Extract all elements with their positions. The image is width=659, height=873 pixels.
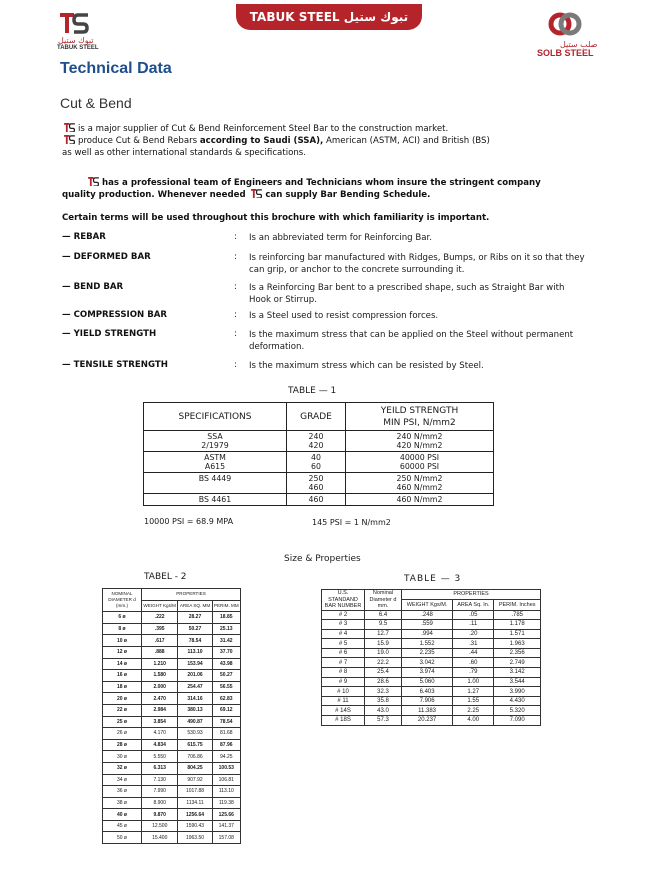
table2-cell: 3.854 (142, 716, 178, 728)
term-yield-strength: — YIELD STRENGTH (62, 329, 157, 339)
table2-header-weight: WEIGHT Kgs/M (142, 600, 178, 612)
table3-cell: # 2 (322, 610, 365, 620)
table2-cell: 1134.11 (178, 797, 212, 809)
table2-cell: 1017.88 (178, 786, 212, 798)
table1-cell: 240 N/mm2 (396, 432, 443, 441)
table2-cell: 113.10 (178, 646, 212, 658)
table2-cell: 26 ø (103, 728, 142, 740)
table3-row (322, 629, 541, 639)
table2-cell: 1590.43 (178, 820, 212, 832)
table1-header-grade: GRADE (287, 403, 346, 431)
table2-cell: 12.500 (142, 820, 178, 832)
table1-cell: 40000 PSI (399, 453, 440, 462)
table2-header-perim: PERIM. MM (212, 600, 240, 612)
table2-header-nominal: NOMINAL DIAMETER d (mm.) (103, 589, 142, 612)
table3-cell: 1.178 (494, 620, 541, 630)
table2-cell: 153.94 (178, 658, 212, 670)
table2-cell: .395 (142, 623, 178, 635)
table3-cell: 3.990 (494, 687, 541, 697)
table3-cell: 3.974 (402, 668, 453, 678)
team-paragraph (62, 177, 592, 201)
table1-cell: A615 (204, 462, 226, 471)
table3-cell: 5.320 (494, 706, 541, 716)
table1-cell: 460 N/mm2 (396, 483, 443, 492)
table2-cell: 50 ø (103, 832, 142, 844)
table3-cell: 4.00 (453, 716, 494, 726)
table3-row (322, 716, 541, 726)
table2-cell: 6.313 (142, 762, 178, 774)
intro-line-2a: produce Cut & Bend Rebars (78, 136, 200, 146)
table2-cell: 254.47 (178, 681, 212, 693)
table3-cell: # 6 (322, 648, 365, 658)
table2-cell: 45 ø (103, 820, 142, 832)
term-bend-bar: — BEND BAR (62, 282, 124, 292)
table3-row (322, 620, 541, 630)
header-banner: TABUK STEEL تبوك ستيل (236, 4, 422, 30)
table3-header-perim: PERIM. Inches (494, 600, 541, 610)
table2-cell: 5.550 (142, 751, 178, 763)
table3-cell: # 11 (322, 696, 365, 706)
table2-header-properties: PROPERTIES (142, 589, 241, 601)
solb-logo-english: SOLB STEEL (537, 48, 594, 58)
table1-header-yield-line1: YEILD STRENGTH (380, 405, 459, 416)
table1-row (144, 494, 494, 506)
table3-cell: 9.5 (365, 620, 402, 630)
table3-cell: # 14S (322, 706, 365, 716)
table2-cell: 380.13 (178, 704, 212, 716)
table2-cell: 14 ø (103, 658, 142, 670)
term-deformed-bar: — DEFORMED BAR (62, 252, 151, 262)
table3-header-properties: PROPERTIES (402, 590, 541, 600)
table1-header-yield-line2: MIN PSI, N/mm2 (383, 417, 456, 428)
table3-cell: .20 (453, 629, 494, 639)
section-title: Cut & Bend (60, 95, 132, 111)
table2-row (103, 832, 241, 844)
table3-cell: # 10 (322, 687, 365, 697)
team-line-2b: can supply Bar Bending Schedule. (265, 190, 431, 200)
table2-cell: 4.170 (142, 728, 178, 740)
table3-cell: # 8 (322, 668, 365, 678)
table2-cell: 25 ø (103, 716, 142, 728)
intro-line-2b: American (ASTM, ACI) and British (BS) (323, 136, 490, 146)
table3-cell: 12.7 (365, 629, 402, 639)
table3-cell: 1.27 (453, 687, 494, 697)
table1-cell: BS 4461 (198, 495, 232, 504)
table3-cell: 2.749 (494, 658, 541, 668)
table2-cell: 69.12 (212, 704, 240, 716)
term-compression-bar: — COMPRESSION BAR (62, 310, 168, 320)
table2-cell: 37.70 (212, 646, 240, 658)
table3-row (322, 639, 541, 649)
table3-row (322, 658, 541, 668)
table2-row (103, 716, 241, 728)
table2-row (103, 646, 241, 658)
page-title: Technical Data (60, 60, 172, 77)
table2-cell: 36 ø (103, 786, 142, 798)
table2-cell: 9.870 (142, 809, 178, 821)
ts-mark-icon (88, 177, 99, 186)
table2-caption: TABEL - 2 (144, 572, 187, 582)
table3-cell: .60 (453, 658, 494, 668)
table2-row (103, 762, 241, 774)
certain-terms-line: Certain terms will be used throughout this brochure with which familiarity is important. (62, 213, 490, 223)
table2-cell: 125.66 (212, 809, 240, 821)
table2-cell: 16 ø (103, 670, 142, 682)
table2-cell: 106.81 (212, 774, 240, 786)
team-line-1: has a professional team of Engineers and Technicians whom insure the stringent company (102, 178, 541, 188)
table2-cell: 22 ø (103, 704, 142, 716)
table3-cell: 57.3 (365, 716, 402, 726)
table1-row (144, 431, 494, 452)
table2-cell: 2.000 (142, 681, 178, 693)
table3-cell: 7.906 (402, 696, 453, 706)
table3-cell: .11 (453, 620, 494, 630)
table2-cell: 28 ø (103, 739, 142, 751)
table2-cell: 530.93 (178, 728, 212, 740)
table2-row (103, 774, 241, 786)
table3-cell: .994 (402, 629, 453, 639)
table1-cell: SSA (207, 432, 223, 441)
table3-cell: # 4 (322, 629, 365, 639)
table2-row (103, 739, 241, 751)
table2-cell: 615.75 (178, 739, 212, 751)
table2-cell: 78.54 (212, 716, 240, 728)
table3-cell: 1.00 (453, 677, 494, 687)
table2-cell: 7.990 (142, 786, 178, 798)
table3-cell: 1.963 (494, 639, 541, 649)
table3-header-weight: WEIGHT Kgs/M. (402, 600, 453, 610)
table3-row (322, 668, 541, 678)
table3-cell: 6.4 (365, 610, 402, 620)
table3-cell: 7.090 (494, 716, 541, 726)
table2-cell: 50.27 (178, 623, 212, 635)
table3-cell: 35.8 (365, 696, 402, 706)
solb-steel-logo-icon (548, 10, 582, 38)
table3-row (322, 610, 541, 620)
term-colon: : (234, 232, 237, 242)
table2-cell: 18.85 (212, 612, 240, 624)
table1-header-specifications: SPECIFICATIONS (144, 403, 287, 431)
table3-cell: .785 (494, 610, 541, 620)
term-colon: : (234, 329, 237, 339)
table2-cell: 43.98 (212, 658, 240, 670)
table3-cell: 6.403 (402, 687, 453, 697)
table2 (102, 588, 241, 844)
table1-cell: 250 N/mm2 (396, 474, 443, 483)
table3-cell: # 3 (322, 620, 365, 630)
table1-caption: TABLE — 1 (288, 386, 337, 396)
table1-header-yield (346, 403, 494, 431)
table2-cell: 38 ø (103, 797, 142, 809)
table1-note-left: 10000 PSI = 68.9 MPA (144, 517, 234, 526)
table2-row (103, 612, 241, 624)
table3-cell: .79 (453, 668, 494, 678)
table3-cell: .05 (453, 610, 494, 620)
ts-mark-icon (64, 135, 75, 144)
table1-cell: 2/1979 (201, 441, 229, 450)
table2-cell: 141.37 (212, 820, 240, 832)
table2-cell: 18 ø (103, 681, 142, 693)
tabuk-logo-english: TABUK STEEL (57, 45, 99, 51)
table1-cell: 250 (308, 474, 324, 483)
table1-cell: ASTM (204, 453, 226, 462)
table3-cell: .559 (402, 620, 453, 630)
table2-cell: 81.68 (212, 728, 240, 740)
table2-row (103, 681, 241, 693)
table2-cell: 100.53 (212, 762, 240, 774)
table2-row (103, 635, 241, 647)
size-properties-heading: Size & Properties (284, 554, 361, 564)
table3-cell: 2.356 (494, 648, 541, 658)
table3-cell: 2.25 (453, 706, 494, 716)
table3-cell: 15.9 (365, 639, 402, 649)
table2-cell: 78.54 (178, 635, 212, 647)
table2-cell: 490.87 (178, 716, 212, 728)
table2-cell: 1.580 (142, 670, 178, 682)
table2-cell: 56.55 (212, 681, 240, 693)
table2-cell: 113.10 (212, 786, 240, 798)
table2-row (103, 797, 241, 809)
table2-cell: 40 ø (103, 809, 142, 821)
table2-row (103, 623, 241, 635)
table2-row (103, 809, 241, 821)
table2-cell: .888 (142, 646, 178, 658)
table2-cell: 706.86 (178, 751, 212, 763)
term-rebar: — REBAR (62, 232, 106, 242)
table2-cell: 2.984 (142, 704, 178, 716)
def-compression-bar: Is a Steel used to resist compression forces. (249, 311, 439, 321)
table3-cell: 22.2 (365, 658, 402, 668)
table3-row (322, 696, 541, 706)
table1-cell: 60000 PSI (399, 462, 440, 471)
table1-cell: 460 (308, 483, 324, 492)
table3-caption: TABLE — 3 (404, 574, 462, 584)
def-tensile-strength: Is the maximum stress which can be resisted by Steel. (249, 361, 484, 371)
table2-row (103, 786, 241, 798)
table3-cell: 28.6 (365, 677, 402, 687)
table1-note-right: 145 PSI = 1 N/mm2 (312, 518, 391, 527)
table3-cell: 2.235 (402, 648, 453, 658)
table1-cell: 420 (308, 441, 324, 450)
table2-cell: 1256.64 (178, 809, 212, 821)
term-colon: : (234, 310, 237, 320)
solb-logo-arabic: صلب ستيل (560, 40, 598, 49)
table3-header-diameter: Nominal Diameter d mm. (365, 590, 402, 611)
tabuk-steel-logo-icon (56, 11, 92, 35)
table2-cell: 62.83 (212, 693, 240, 705)
table3-cell: 3.042 (402, 658, 453, 668)
table1-cell: 460 N/mm2 (396, 495, 443, 504)
intro-paragraph (62, 123, 592, 159)
table2-cell: 34 ø (103, 774, 142, 786)
table1-cell: 60 (311, 462, 321, 471)
table3 (321, 589, 541, 726)
table2-cell: 201.06 (178, 670, 212, 682)
table1 (143, 402, 494, 506)
intro-line-3: as well as other international standards & specifications. (62, 148, 306, 158)
table2-cell: .222 (142, 612, 178, 624)
table2-row (103, 728, 241, 740)
ts-mark-icon (64, 123, 75, 132)
table1-cell: 40 (311, 453, 321, 462)
table2-cell: 6 ø (103, 612, 142, 624)
table3-cell: # 5 (322, 639, 365, 649)
term-colon: : (234, 252, 237, 262)
table2-cell: .617 (142, 635, 178, 647)
table1-row (144, 452, 494, 473)
table3-row (322, 706, 541, 716)
table3-cell: 4.430 (494, 696, 541, 706)
table3-cell: # 7 (322, 658, 365, 668)
table3-cell: 43.0 (365, 706, 402, 716)
table2-cell: 4.834 (142, 739, 178, 751)
intro-line-1: is a major supplier of Cut & Bend Reinforcement Steel Bar to the construction market. (78, 124, 449, 134)
term-colon: : (234, 360, 237, 370)
table3-cell: .31 (453, 639, 494, 649)
table2-cell: 50.27 (212, 670, 240, 682)
table3-cell: # 9 (322, 677, 365, 687)
table3-cell: 32.3 (365, 687, 402, 697)
intro-line-2-bold: according to Saudi (SSA), (199, 136, 324, 146)
table2-header-area: AREA SQ. MM (178, 600, 212, 612)
table2-row (103, 820, 241, 832)
def-deformed-bar: Is reinforcing bar manufactured with Ridges, Bumps, or Ribs on it so that they can grip, or anchor to the concrete surrounding it. (249, 253, 585, 275)
table1-cell: 460 (308, 495, 324, 504)
table2-cell: 1963.50 (178, 832, 212, 844)
table2-cell: 804.25 (178, 762, 212, 774)
table2-cell: 20 ø (103, 693, 142, 705)
ts-mark-icon (251, 189, 262, 198)
def-rebar: Is an abbreviated term for Reinforcing Bar. (249, 233, 432, 243)
table3-header-area: AREA Sq. In. (453, 600, 494, 610)
table1-cell: 240 (308, 432, 324, 441)
table2-cell: 31.42 (212, 635, 240, 647)
table3-cell: .248 (402, 610, 453, 620)
table3-cell: 1.571 (494, 629, 541, 639)
table2-cell: 10 ø (103, 635, 142, 647)
table3-cell: 3.142 (494, 668, 541, 678)
table2-row (103, 670, 241, 682)
table3-cell: 3.544 (494, 677, 541, 687)
table2-row (103, 751, 241, 763)
term-colon: : (234, 282, 237, 292)
table2-cell: 119.38 (212, 797, 240, 809)
table3-cell: .44 (453, 648, 494, 658)
table2-cell: 314.16 (178, 693, 212, 705)
tabuk-logo-arabic: تبوك ستيل (58, 36, 94, 45)
table2-cell: 907.92 (178, 774, 212, 786)
table2-cell: 1.210 (142, 658, 178, 670)
def-bend-bar: Is a Reinforcing Bar bent to a prescribed shape, such as Straight Bar with Hook or Stirrup. (249, 283, 565, 305)
table2-cell: 94.25 (212, 751, 240, 763)
table2-cell: 8 ø (103, 623, 142, 635)
table1-cell: BS 4449 (198, 474, 232, 483)
table2-cell: 32 ø (103, 762, 142, 774)
table3-row (322, 677, 541, 687)
def-yield-strength: Is the maximum stress that can be applied on the Steel without permanent deformation. (249, 330, 574, 352)
table2-row (103, 658, 241, 670)
table1-row (144, 473, 494, 494)
table2-cell: 2.470 (142, 693, 178, 705)
table2-cell: 7.130 (142, 774, 178, 786)
table3-cell: 1.55 (453, 696, 494, 706)
table2-cell: 30 ø (103, 751, 142, 763)
table2-row (103, 704, 241, 716)
table3-cell: # 18S (322, 716, 365, 726)
table3-cell: 20.237 (402, 716, 453, 726)
table3-row (322, 687, 541, 697)
team-line-2a: quality production. Whenever needed (62, 190, 246, 200)
table3-cell: 19.0 (365, 648, 402, 658)
table2-cell: 25.13 (212, 623, 240, 635)
table3-row (322, 648, 541, 658)
table3-cell: 11.383 (402, 706, 453, 716)
table3-cell: 1.552 (402, 639, 453, 649)
table3-cell: 5.060 (402, 677, 453, 687)
table2-cell: 15.400 (142, 832, 178, 844)
table2-cell: 28.27 (178, 612, 212, 624)
table1-cell: 420 N/mm2 (396, 441, 443, 450)
table3-header-bar: U.S. STANDAND BAR NUMBER (322, 590, 365, 611)
table2-row (103, 693, 241, 705)
term-tensile-strength: — TENSILE STRENGTH (62, 360, 168, 370)
table3-cell: 25.4 (365, 668, 402, 678)
table2-cell: 87.96 (212, 739, 240, 751)
table2-cell: 157.08 (212, 832, 240, 844)
table2-cell: 8.900 (142, 797, 178, 809)
table2-cell: 12 ø (103, 646, 142, 658)
